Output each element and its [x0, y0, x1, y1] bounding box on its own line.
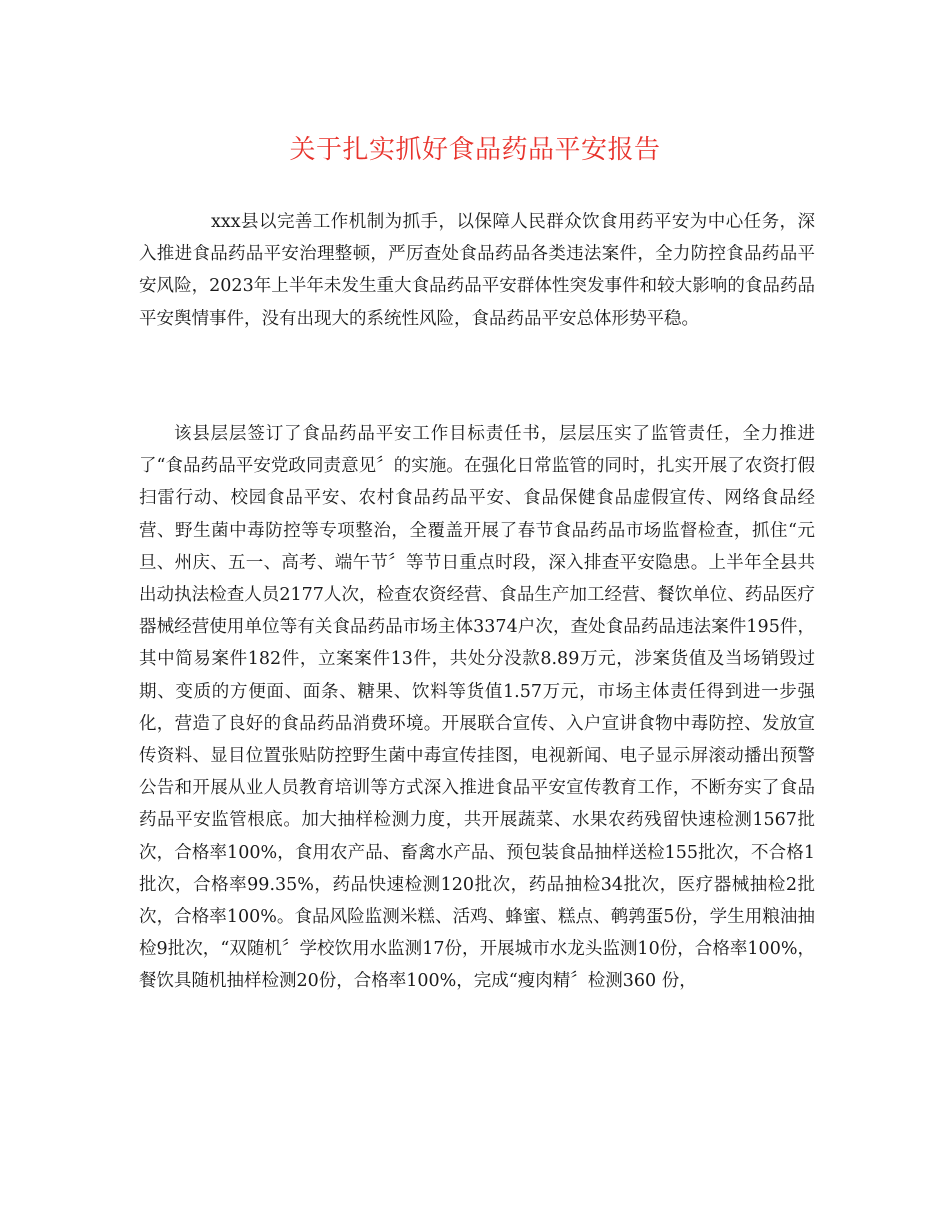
paragraph-body: 该县层层签订了食品药品平安工作目标责任书，层层压实了监管责任，全力推进了“食品药品平安党政同责意见〞的实施。在强化日常监管的同时，扎实开展了农资打假扫雷行动、校园食品平安、农村食品药品平安、食品保健食品虚假宣传、网络食品经营、野生菌中毒防控等专项整治，全覆盖开展了春节食品药品市场监督检查，抓住“元旦、州庆、五一、高考、端午节〞等节日重点时段，深入排查平安隐患。上半年全县共出动执法检查人员2177人次，检查农资经营、食品生产加工经营、餐饮单位、药品医疗器械经营使用单位等有关食品药品市场主体3374户次，查处食品药品违法案件195件，其中简易案件182件，立案案件13件，共处分没款8.89万元，涉案货值及当场销毁过期、变质的方便面、面条、糖果、饮料等货值1.57万元，市场主体责任得到进一步强化，营造了良好的食品药品消费环境。开展联合宣传、入户宣讲食物中毒防控、发放宣传资料、显目位置张贴防控野生菌中毒宣传挂图，电视新闻、电子显示屏滚动播出预警公告和开展从业人员教育培训等方式深入推进食品平安宣传教育工作，不断夯实了食品药品平安监管根底。加大抽样检测力度，共开展蔬菜、水果农药残留快速检测1567批次，合格率100%，食用农产品、畜禽水产品、预包装食品抽样送检155批次，不合格1批次，合格率99.35%，药品快速检测120批次，药品抽检34批次，医疗器械抽检2批次，合格率100%。食品风险监测米糕、活鸡、蜂蜜、糕点、鹌鹑蛋5份，学生用粮油抽检9批次，“双随机〞学校饮用水监测17份，开展城市水龙头监测10份，合格率100%，餐饮具随机抽样检测20份，合格率100%，完成“瘦肉精〞检测360 份，: [139, 424, 815, 992]
document-title: 关于扎实抓好食品药品平安报告: [289, 135, 661, 165]
paragraph-intro: xxx县以完善工作机制为抓手，以保障人民群众饮食用药平安为中心任务，深入推进食品药品平安治理整顿，严厉查处食品药品各类违法案件，全力防控食品药品平安风险，2023年上半年未发生重大食品药品平安群体性突发事件和较大影响的食品药品平安舆情事件，没有出现大的系统性风险，食品药品平安总体形势平稳。: [139, 212, 815, 329]
